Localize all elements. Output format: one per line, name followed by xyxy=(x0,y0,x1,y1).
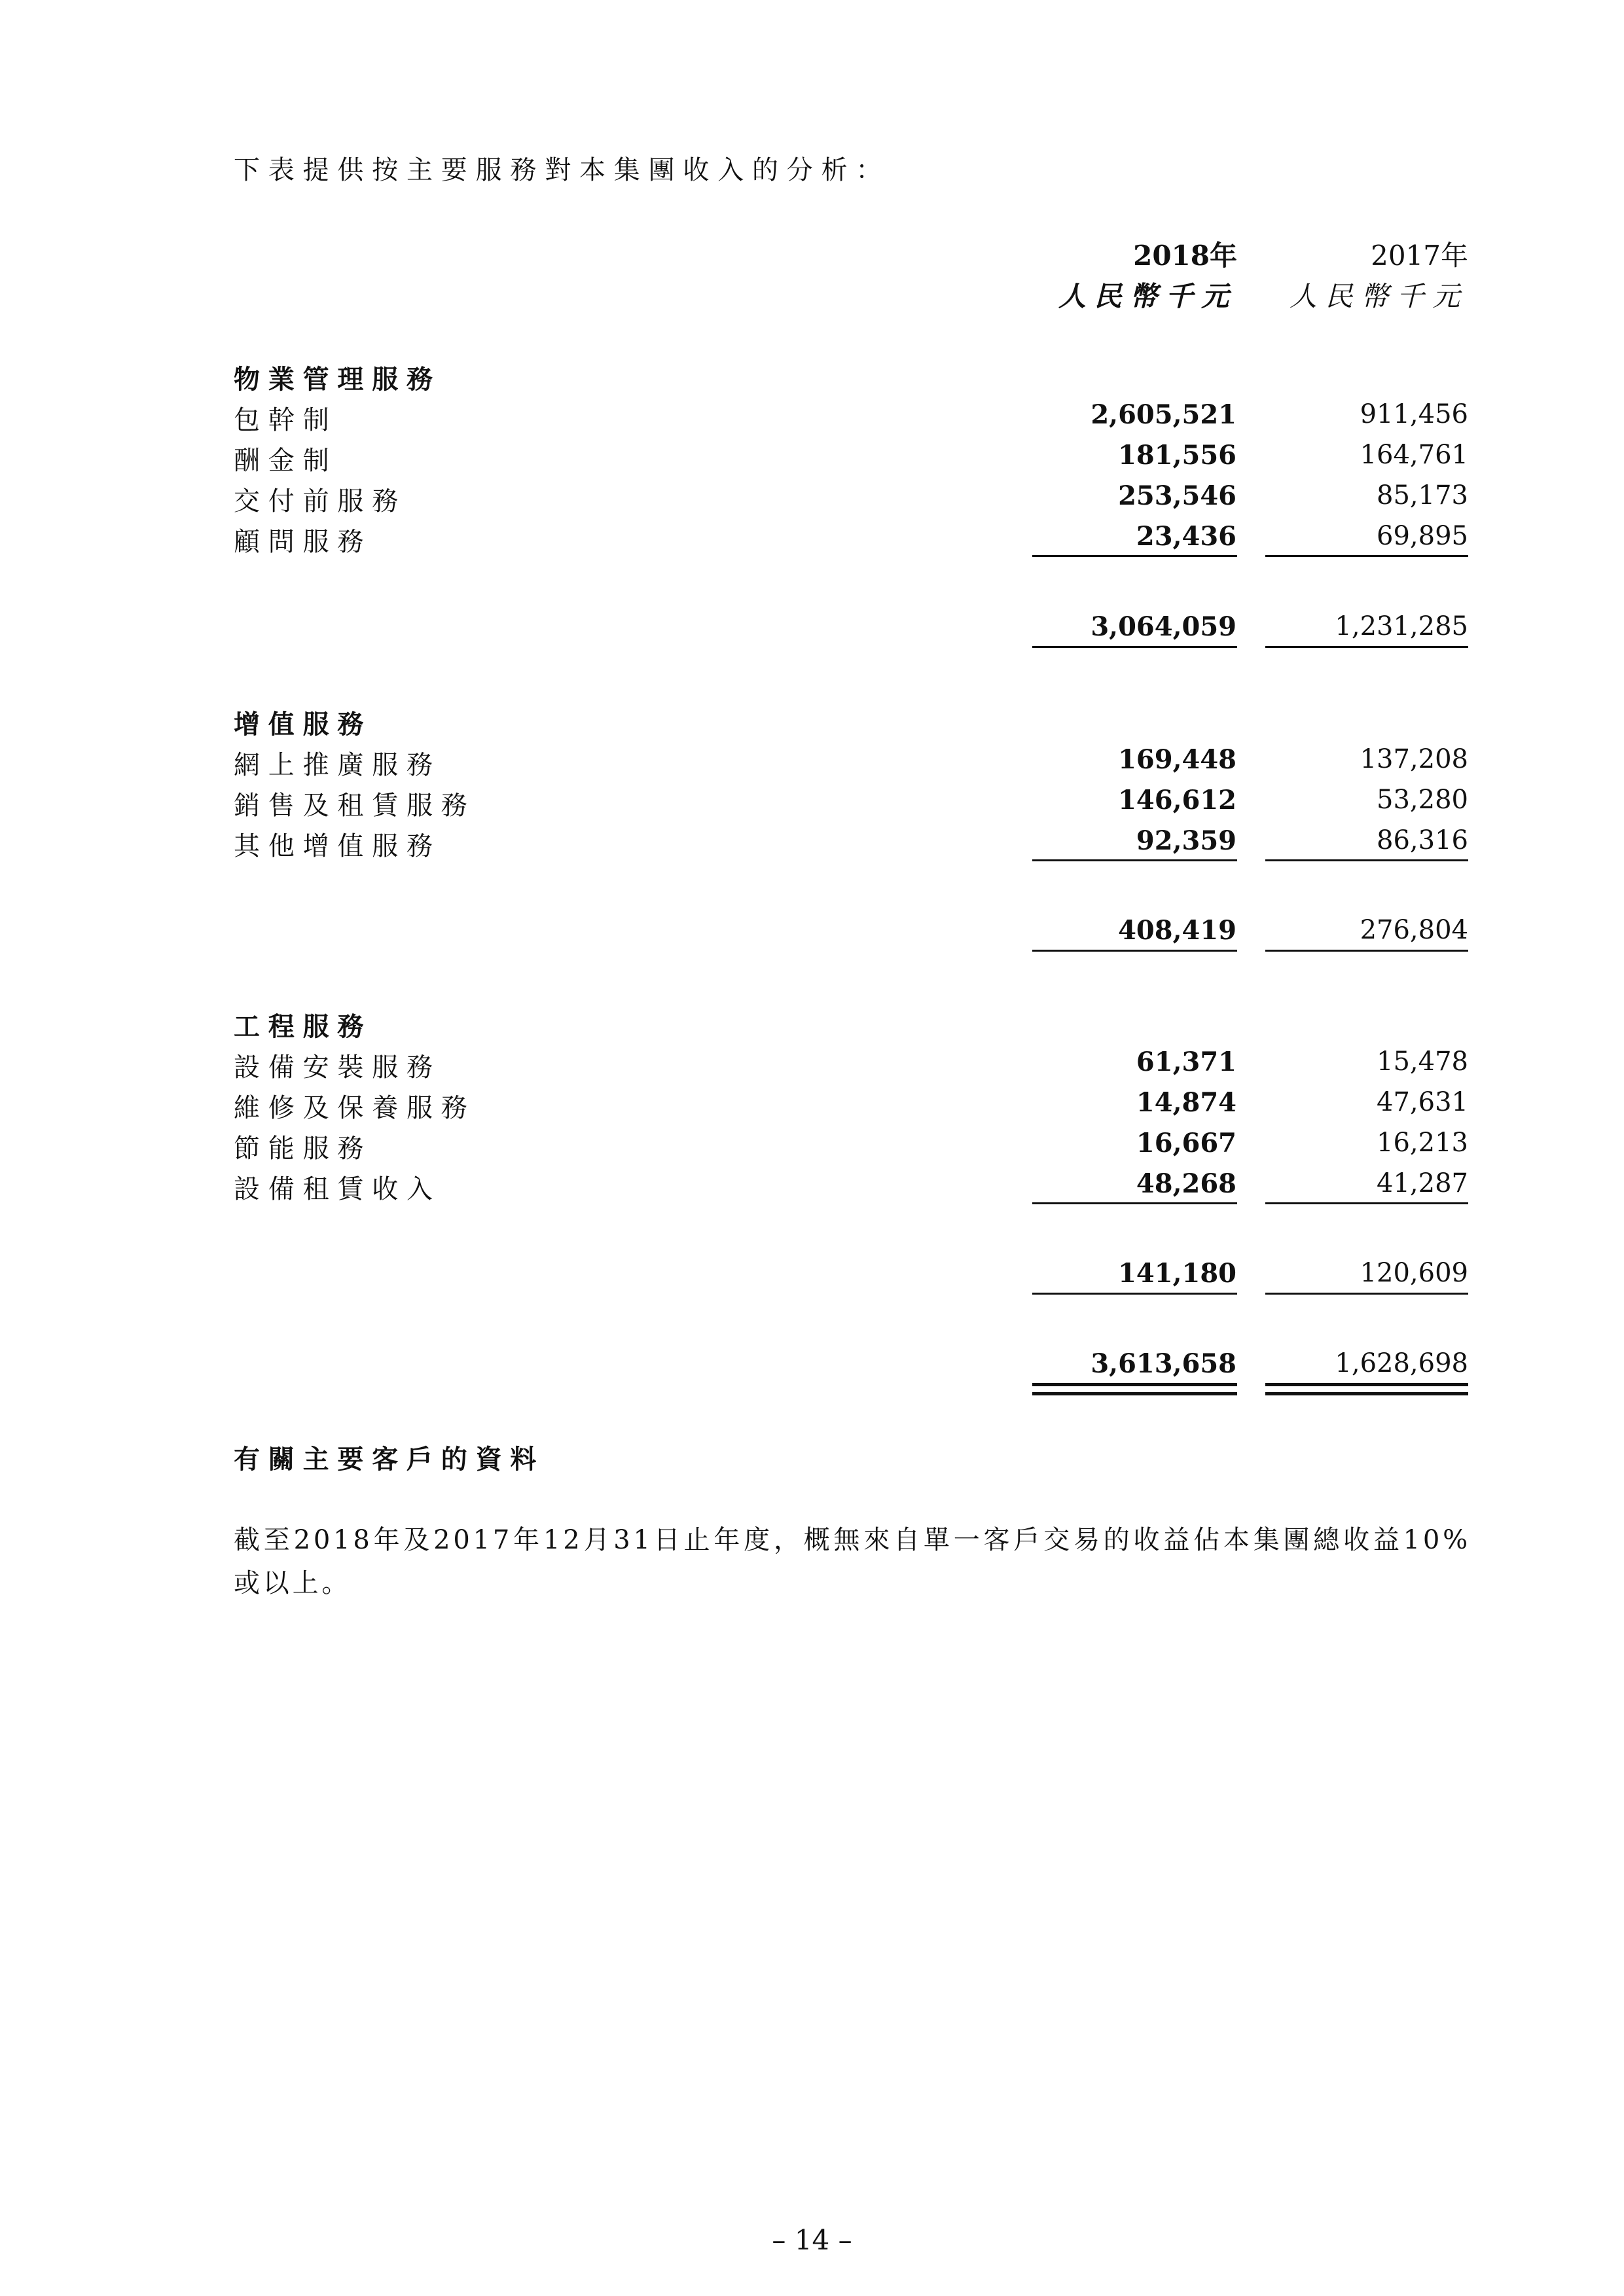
value-2017: 86,316 xyxy=(1377,825,1468,855)
value-2018: 181,556 xyxy=(1118,440,1236,471)
subtotal-rule xyxy=(1032,555,1237,557)
row-label: 節能服務 xyxy=(234,1134,372,1164)
row-label: 設備安裝服務 xyxy=(234,1052,441,1083)
value-2018: 14,874 xyxy=(1136,1087,1236,1118)
row-label: 維修及保養服務 xyxy=(234,1093,476,1123)
subtotal-2018: 408,419 xyxy=(1118,915,1236,946)
total-2017: 1,628,698 xyxy=(1335,1348,1468,1378)
subtotal-rule xyxy=(1265,859,1468,861)
column-header-unit-2017: 人民幣千元 xyxy=(1289,280,1468,312)
intro-text: 下表提供按主要服務對本集團收入的分析： xyxy=(234,155,891,185)
subtotal-underline xyxy=(1265,1293,1468,1295)
row-label: 其他增值服務 xyxy=(234,831,441,861)
subtotal-2017: 120,609 xyxy=(1360,1258,1468,1288)
subtotal-underline xyxy=(1032,646,1237,648)
page-number: – 14 – xyxy=(772,2224,852,2256)
value-2017: 16,213 xyxy=(1377,1128,1468,1158)
value-2017: 911,456 xyxy=(1360,399,1468,429)
value-2017: 15,478 xyxy=(1377,1047,1468,1077)
column-header-unit-2018: 人民幣千元 xyxy=(1058,280,1237,312)
subtotal-underline xyxy=(1032,1293,1237,1295)
value-2017: 69,895 xyxy=(1377,521,1468,551)
subtotal-rule xyxy=(1032,859,1237,861)
value-2018: 92,359 xyxy=(1136,825,1236,856)
row-label: 酬金制 xyxy=(234,446,338,476)
value-2018: 169,448 xyxy=(1118,744,1236,775)
row-label: 網上推廣服務 xyxy=(234,750,441,780)
value-2018: 253,546 xyxy=(1118,480,1236,511)
total-double-rule-top xyxy=(1032,1383,1237,1386)
value-2018: 16,667 xyxy=(1136,1128,1236,1158)
column-header-year-2017: 2017年 xyxy=(1371,240,1468,272)
total-double-rule-top xyxy=(1265,1383,1468,1386)
subtotal-2017: 276,804 xyxy=(1360,915,1468,945)
row-label: 交付前服務 xyxy=(234,486,406,516)
row-label: 顧問服務 xyxy=(234,527,372,557)
value-2017: 85,173 xyxy=(1377,480,1468,511)
value-2017: 137,208 xyxy=(1360,744,1468,774)
section-title-engineering: 工程服務 xyxy=(234,1011,372,1042)
section-title-value-added: 增值服務 xyxy=(234,709,372,740)
subtotal-rule xyxy=(1265,1202,1468,1204)
note-heading: 有關主要客戶的資料 xyxy=(234,1444,545,1475)
subtotal-underline xyxy=(1032,950,1237,952)
row-label: 銷售及租賃服務 xyxy=(234,791,476,821)
value-2018: 23,436 xyxy=(1136,521,1236,552)
row-label: 設備租賃收入 xyxy=(234,1174,441,1204)
subtotal-2018: 3,064,059 xyxy=(1091,611,1236,642)
value-2018: 2,605,521 xyxy=(1091,399,1236,430)
note-body: 截至2018年及2017年12月31日止年度，概無來自單一客戶交易的收益佔本集團總收益10%或以上。 xyxy=(234,1525,1471,1598)
value-2017: 53,280 xyxy=(1377,785,1468,815)
value-2017: 41,287 xyxy=(1377,1168,1468,1198)
column-header-year-2018: 2018年 xyxy=(1133,240,1237,272)
value-2017: 164,761 xyxy=(1360,440,1468,470)
value-2018: 146,612 xyxy=(1118,785,1236,816)
subtotal-2018: 141,180 xyxy=(1118,1258,1236,1289)
total-double-rule-bottom xyxy=(1265,1392,1468,1395)
value-2018: 61,371 xyxy=(1136,1047,1236,1077)
subtotal-underline xyxy=(1265,950,1468,952)
row-label: 包幹制 xyxy=(234,405,338,435)
subtotal-rule xyxy=(1032,1202,1237,1204)
total-2018: 3,613,658 xyxy=(1091,1348,1236,1379)
section-title-property-management: 物業管理服務 xyxy=(234,364,441,395)
subtotal-rule xyxy=(1265,555,1468,557)
value-2017: 47,631 xyxy=(1377,1087,1468,1117)
value-2018: 48,268 xyxy=(1136,1168,1236,1199)
subtotal-2017: 1,231,285 xyxy=(1335,611,1468,641)
total-double-rule-bottom xyxy=(1032,1392,1237,1395)
subtotal-underline xyxy=(1265,646,1468,648)
